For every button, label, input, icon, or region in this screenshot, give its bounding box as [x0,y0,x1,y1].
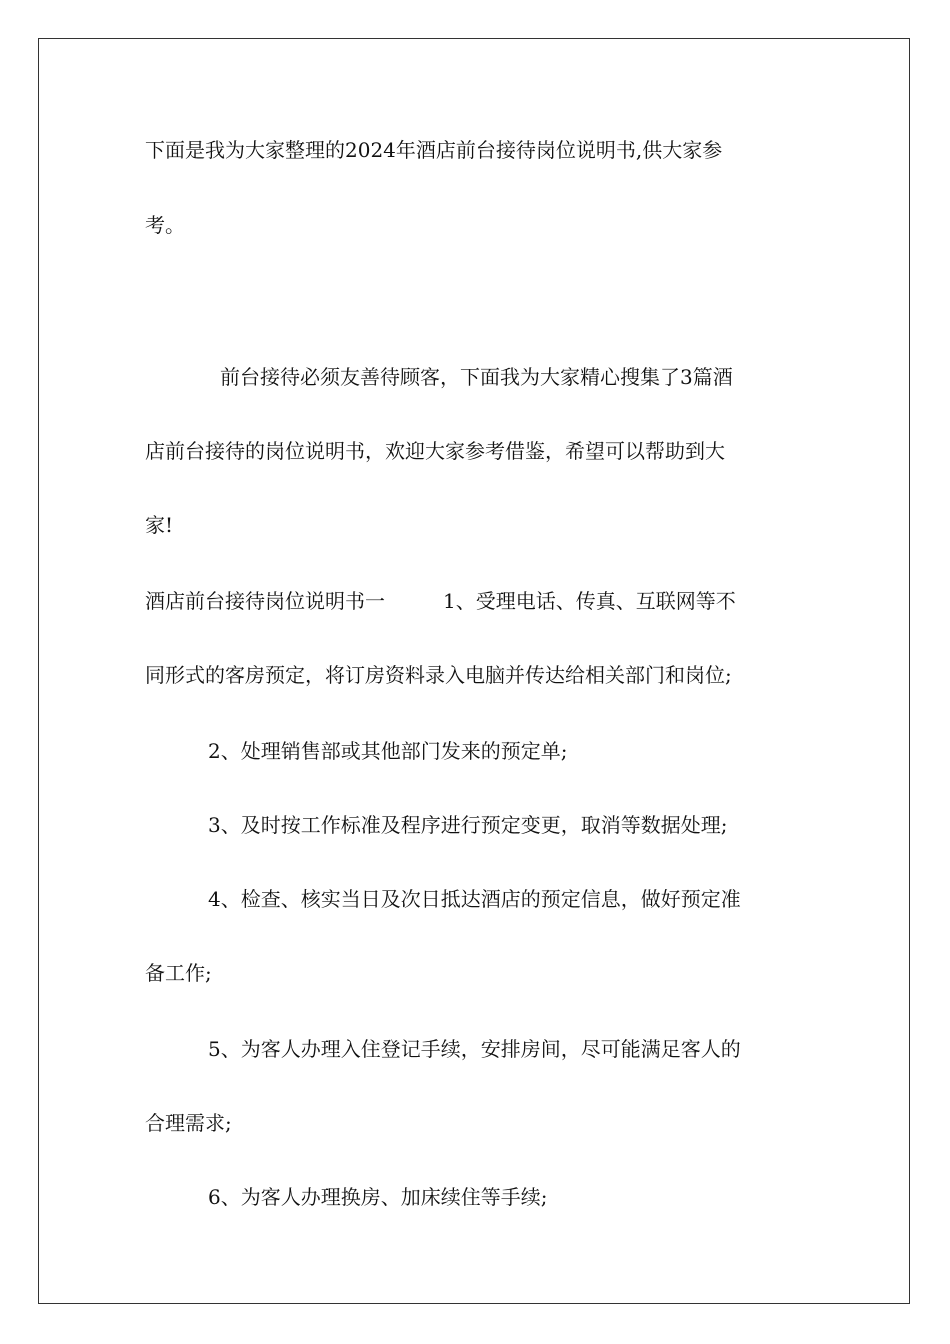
paragraph-line-1: 前台接待必须友善待顾客，下面我为大家精心搜集了3篇酒 [220,365,733,389]
list-item-4-continued: 备工作; [145,961,212,985]
list-item-3: 3、及时按工作标准及程序进行预定变更，取消等数据处理; [208,813,728,837]
list-item-2: 2、处理销售部或其他部门发来的预定单; [208,739,568,763]
list-item-6: 6、为客人办理换房、加床续住等手续; [208,1185,548,1209]
section-heading: 酒店前台接待岗位说明书一 [145,589,385,613]
section-heading-line [145,588,736,614]
paragraph-line-3: 家! [145,513,174,537]
paragraph-line-2: 店前台接待的岗位说明书，欢迎大家参考借鉴，希望可以帮助到大 [145,439,725,463]
list-item-1-start: 1、受理电话、传真、互联网等不 [443,589,736,613]
list-item-1-continued: 同形式的客房预定，将订房资料录入电脑并传达给相关部门和岗位; [145,663,732,687]
intro-line-1: 下面是我为大家整理的2024年酒店前台接待岗位说明书,供大家参 [145,138,723,162]
list-item-5-continued: 合理需求; [145,1111,232,1135]
list-item-5: 5、为客人办理入住登记手续，安排房间，尽可能满足客人的 [208,1037,741,1061]
intro-line-2: 考。 [145,213,185,237]
list-item-4: 4、检查、核实当日及次日抵达酒店的预定信息，做好预定准 [208,887,741,911]
